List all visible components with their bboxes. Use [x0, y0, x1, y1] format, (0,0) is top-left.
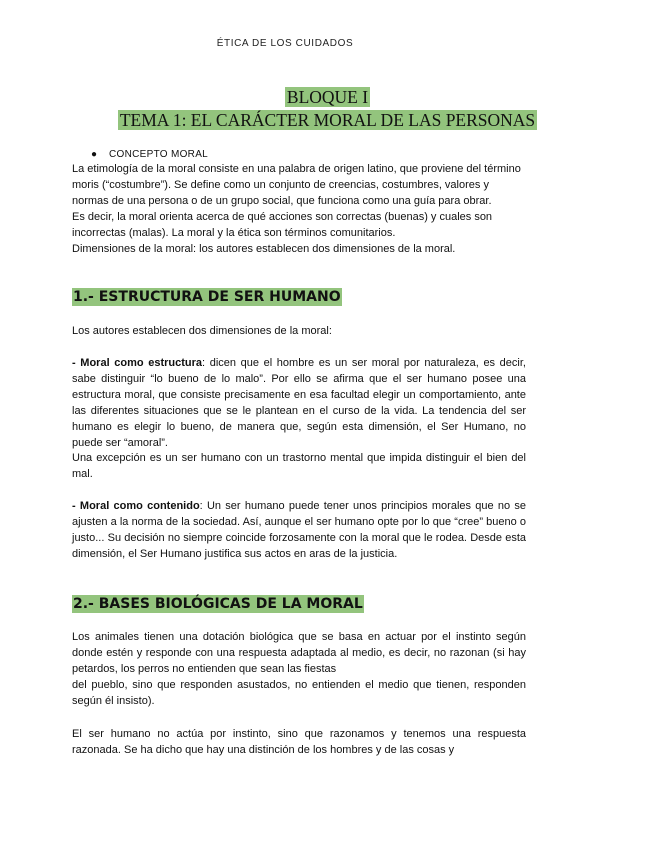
- section1-contenido: [72, 499, 526, 563]
- paragraph: Es decir, la moral orienta acerca de qué acciones son correctas (buenas) y cuales son incorrectas (malas). La moral y la ética son términos comunitarios.: [72, 210, 493, 239]
- paragraph: La etimología de la moral consiste en una palabra de origen latino, que proviene del término moris (“costumbre”). Se define como un conjunto de creencias, costumbres, valores y normas de una persona o de un grupo social, que funciona como una guía para obrar.: [72, 163, 521, 207]
- estructura-text: : dicen que el hombre es un ser moral por naturaleza, es decir, sabe distinguir “lo bueno de lo malo”. Por ello se afirma que el ser humano posee una estructura moral, que consiste precisamente en esa facultad elegir un comportamiento, ante las diferentes situaciones que se le plantean en el curso de la vida. La tendencia del ser humano es elegir lo bueno, de manera que, según esta dimensión, el Ser Humano, no puede ser “amoral”.: [72, 357, 526, 449]
- paragraph: [72, 356, 526, 451]
- paragraph: El ser humano no actúa por instinto, sino que razonamos y tenemos una respuesta razonada. Se ha dicho que hay una distinción de los hombres y de las cosas y: [72, 728, 526, 756]
- paragraph: Una excepción es un ser humano con un trastorno mental que impida distinguir el bien del mal.: [72, 452, 526, 481]
- section-heading-1: [72, 289, 342, 305]
- paragraph: Los animales tienen una dotación biológica que se basa en actuar por el instinto según donde estén y responde con una respuesta adaptada al medio, es decir, no razonan (si hay petardos, los perros no entienden que sean las fiestas: [72, 631, 526, 675]
- topic-title: [0, 110, 655, 131]
- concept-paragraphs: [72, 162, 526, 257]
- section1-estructura: [72, 356, 526, 483]
- section2-p1: [72, 630, 526, 710]
- block-title-text: BLOQUE I: [286, 87, 369, 107]
- section-heading-2: [72, 596, 364, 612]
- concept-bullet-label: CONCEPTO MORAL: [109, 149, 209, 160]
- page-header: ÉTICA DE LOS CUIDADOS: [216, 38, 354, 49]
- topic-title-text: TEMA 1: EL CARÁCTER MORAL DE LAS PERSONAS: [119, 110, 536, 130]
- section-heading-1-text: 1.- ESTRUCTURA DE SER HUMANO: [73, 289, 341, 305]
- section-heading-2-text: 2.- BASES BIOLÓGICAS DE LA MORAL: [73, 596, 363, 612]
- section1-intro: [72, 324, 526, 340]
- paragraph: Dimensiones de la moral: los autores establecen dos dimensiones de la moral.: [72, 242, 456, 255]
- section2-p2: [72, 727, 526, 759]
- paragraph: del pueblo, sino que responden asustados, no entienden el medio que tienen, responden según él insisto).: [72, 678, 526, 707]
- block-title: [0, 87, 655, 108]
- estructura-label: - Moral como estructura: [72, 357, 203, 369]
- concept-bullet: [91, 149, 208, 160]
- paragraph: Los autores establecen dos dimensiones de la moral:: [72, 325, 332, 337]
- paragraph: [72, 499, 526, 563]
- bullet-dot-icon: ●: [91, 149, 98, 160]
- contenido-label: - Moral como contenido: [72, 500, 200, 512]
- contenido-text: : Un ser humano puede tener unos principios morales que no se ajusten a la norma de la sociedad. Así, aunque el ser humano opte por lo que “cree” bueno o justo... Su decisión no siempre coincide forzosamente con la moral que le rodea. Desde esta dimensión, el Ser Humano justifica sus actos en aras de la justicia.: [72, 500, 526, 560]
